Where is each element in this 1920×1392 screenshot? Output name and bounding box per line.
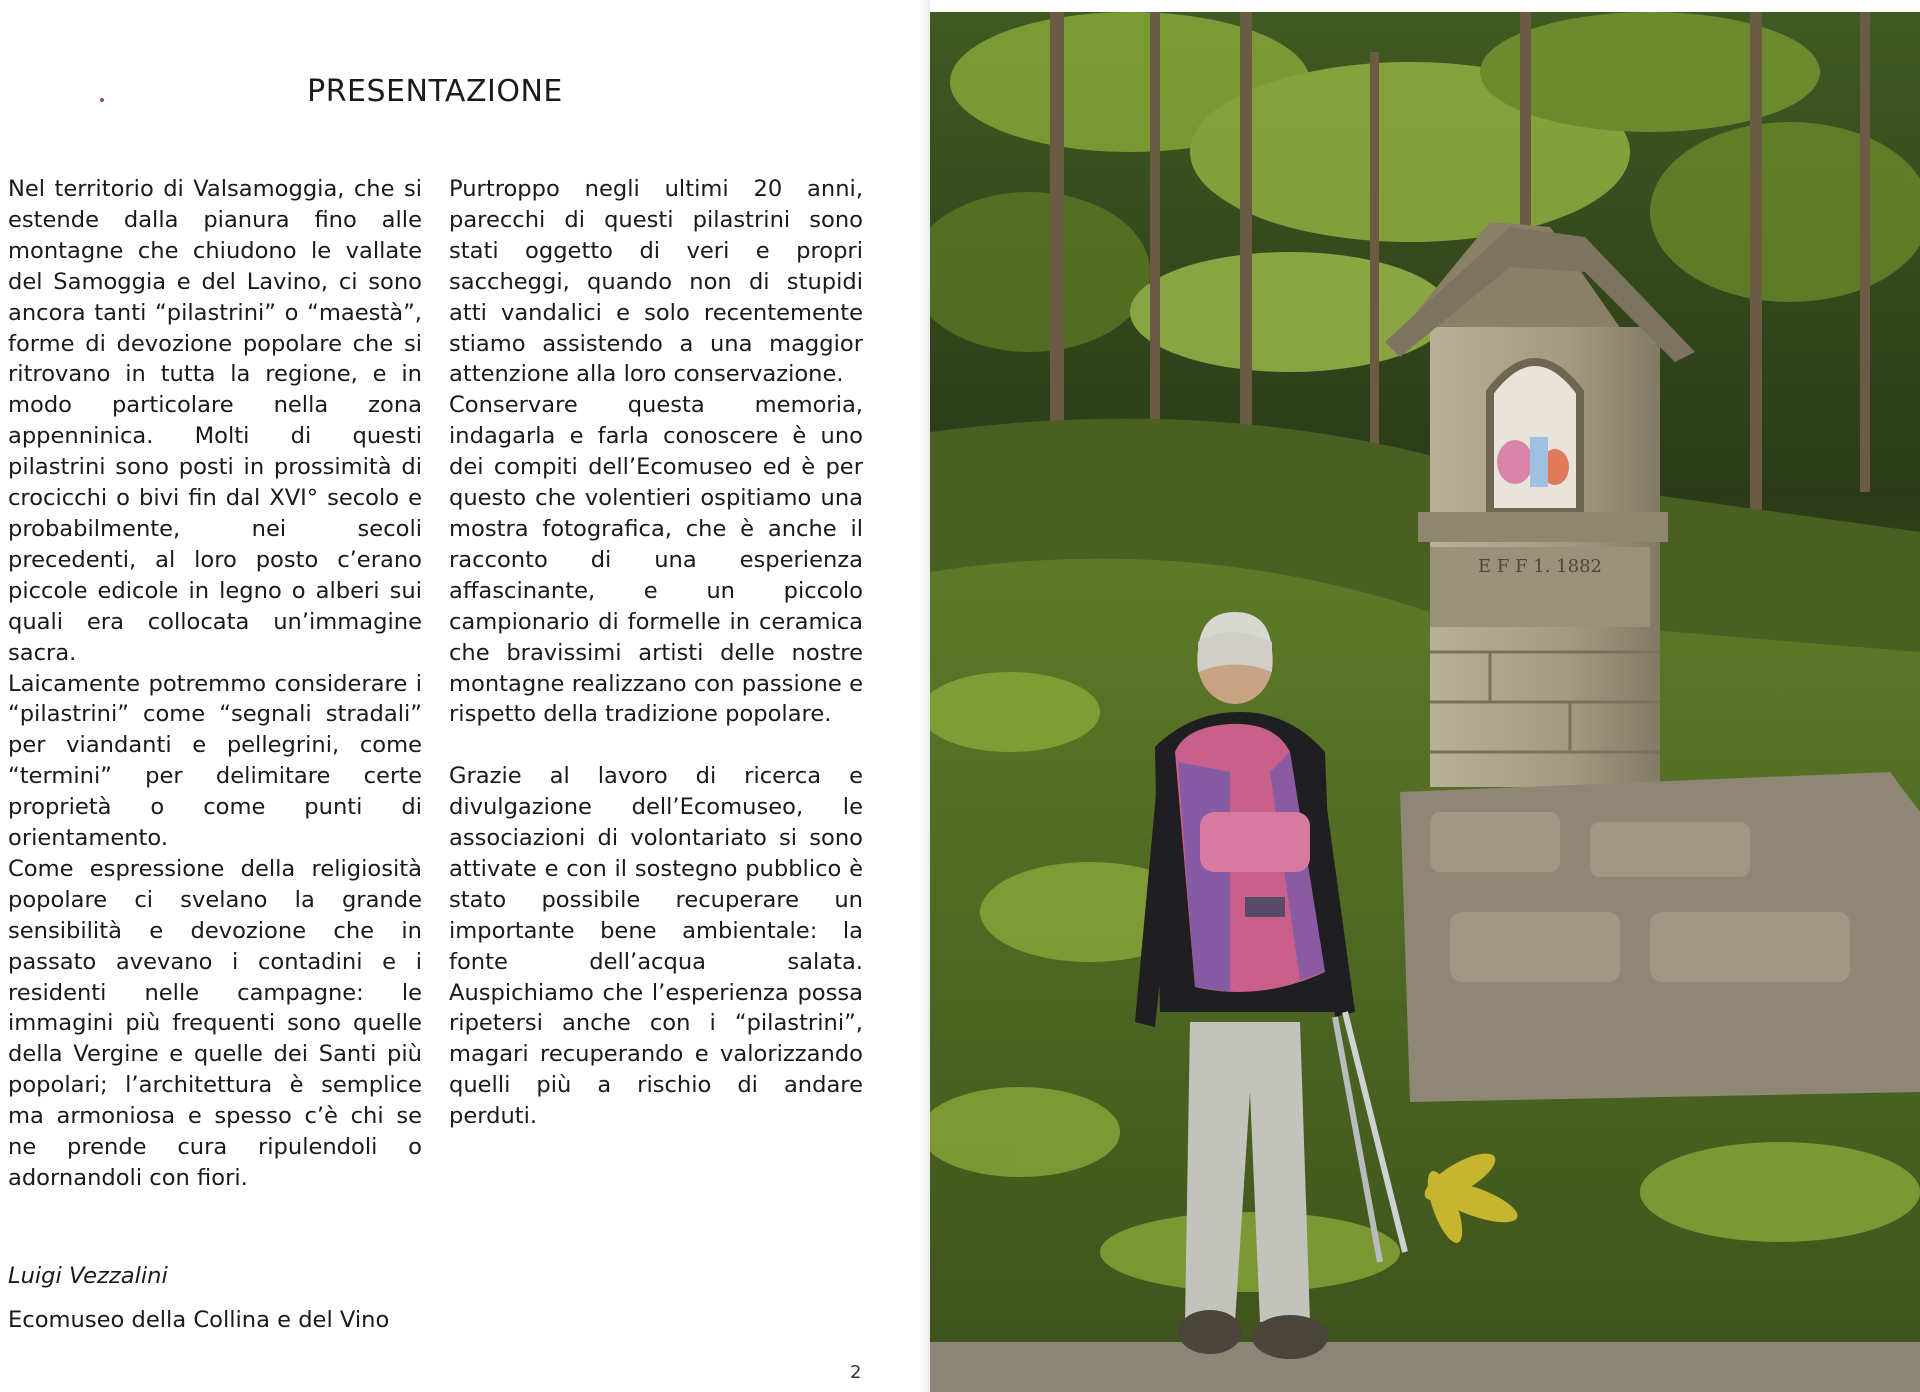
paragraph: Laicamente potremmo considerare i “pilastrini” come “segnali stradali” per viandanti e pellegrini, come “termini” per delimitare certe proprietà o come punti di orientamento.	[8, 670, 422, 852]
paragraph: Come espressione della religiosità popolare ci svelano la grande sensibilità e devozione che in passato avevano i contadini e i residenti nelle campagne: le immagini più frequenti sono quelle della Vergine e quelle dei Santi più popolari; l’architettura è semplice ma armoniosa e spesso c’è chi se ne prende cura ripulendoli o adornandoli con fiori.	[8, 855, 422, 1191]
page-gutter	[918, 0, 930, 1392]
text-column-left	[8, 174, 422, 1194]
paragraph: Nel territorio di Valsamoggia, che si estende dalla pianura fino alle montagne che chiudono le vallate del Samoggia e del Lavino, ci sono ancora tanti “pilastrini” o “maestà”, forme di devozione popolare che si ritrovano in tutta la regione, e in modo particolare nella zona appenninica. Molti di questi pilastrini sono posti in prossimità di crocicchi o bivi fin dal XVI° secolo e probabilmente, nei secoli precedenti, al loro posto c’erano piccole edicole in legno o alberi sui quali era collocata un’immagine sacra.	[8, 176, 422, 666]
paragraph: Grazie al lavoro di ricerca e divulgazione dell’Ecomuseo, le associazioni di volontariato si sono attivate e con il sostegno pubblico è stato possibile recuperare un importante bene ambientale: la fonte dell’acqua salata. Auspichiamo che l’esperienza possa ripetersi anche con i “pilastrini”, magari recuperando e valorizzando quelli più a rischio di andare perduti.	[449, 763, 863, 1130]
text-column-right	[449, 174, 863, 1132]
photo-hiker-at-shrine	[930, 12, 1920, 1392]
left-page	[0, 0, 930, 1392]
author-signature: Luigi Vezzalini	[8, 1263, 168, 1289]
paragraph: Purtroppo negli ultimi 20 anni, parecchi di questi pilastrini sono stati oggetto di veri e propri saccheggi, quando non di stupidi atti vandalici e solo recentemente stiamo assistendo a una maggior attenzione alla loro conservazione.	[449, 176, 863, 388]
author-organization: Ecomuseo della Collina e del Vino	[8, 1307, 390, 1333]
page-title: PRESENTAZIONE	[307, 74, 563, 109]
photo-illustration	[930, 12, 1920, 1392]
shrine-inscription: E F F 1. 1882	[1478, 556, 1602, 577]
paragraph: Conservare questa memoria, indagarla e farla conoscere è uno dei compiti dell’Ecomuseo ed è per questo che volentieri ospitiamo una mostra fotografica, che è anche il racconto di una esperienza affascinante, e un piccolo campionario di formelle in ceramica che bravissimi artisti delle nostre montagne realizzano con passione e rispetto della tradizione popolare.	[449, 392, 863, 728]
gravel-path	[930, 1342, 1920, 1392]
paragraph-gap	[449, 730, 863, 761]
page-number: 2	[850, 1362, 862, 1383]
